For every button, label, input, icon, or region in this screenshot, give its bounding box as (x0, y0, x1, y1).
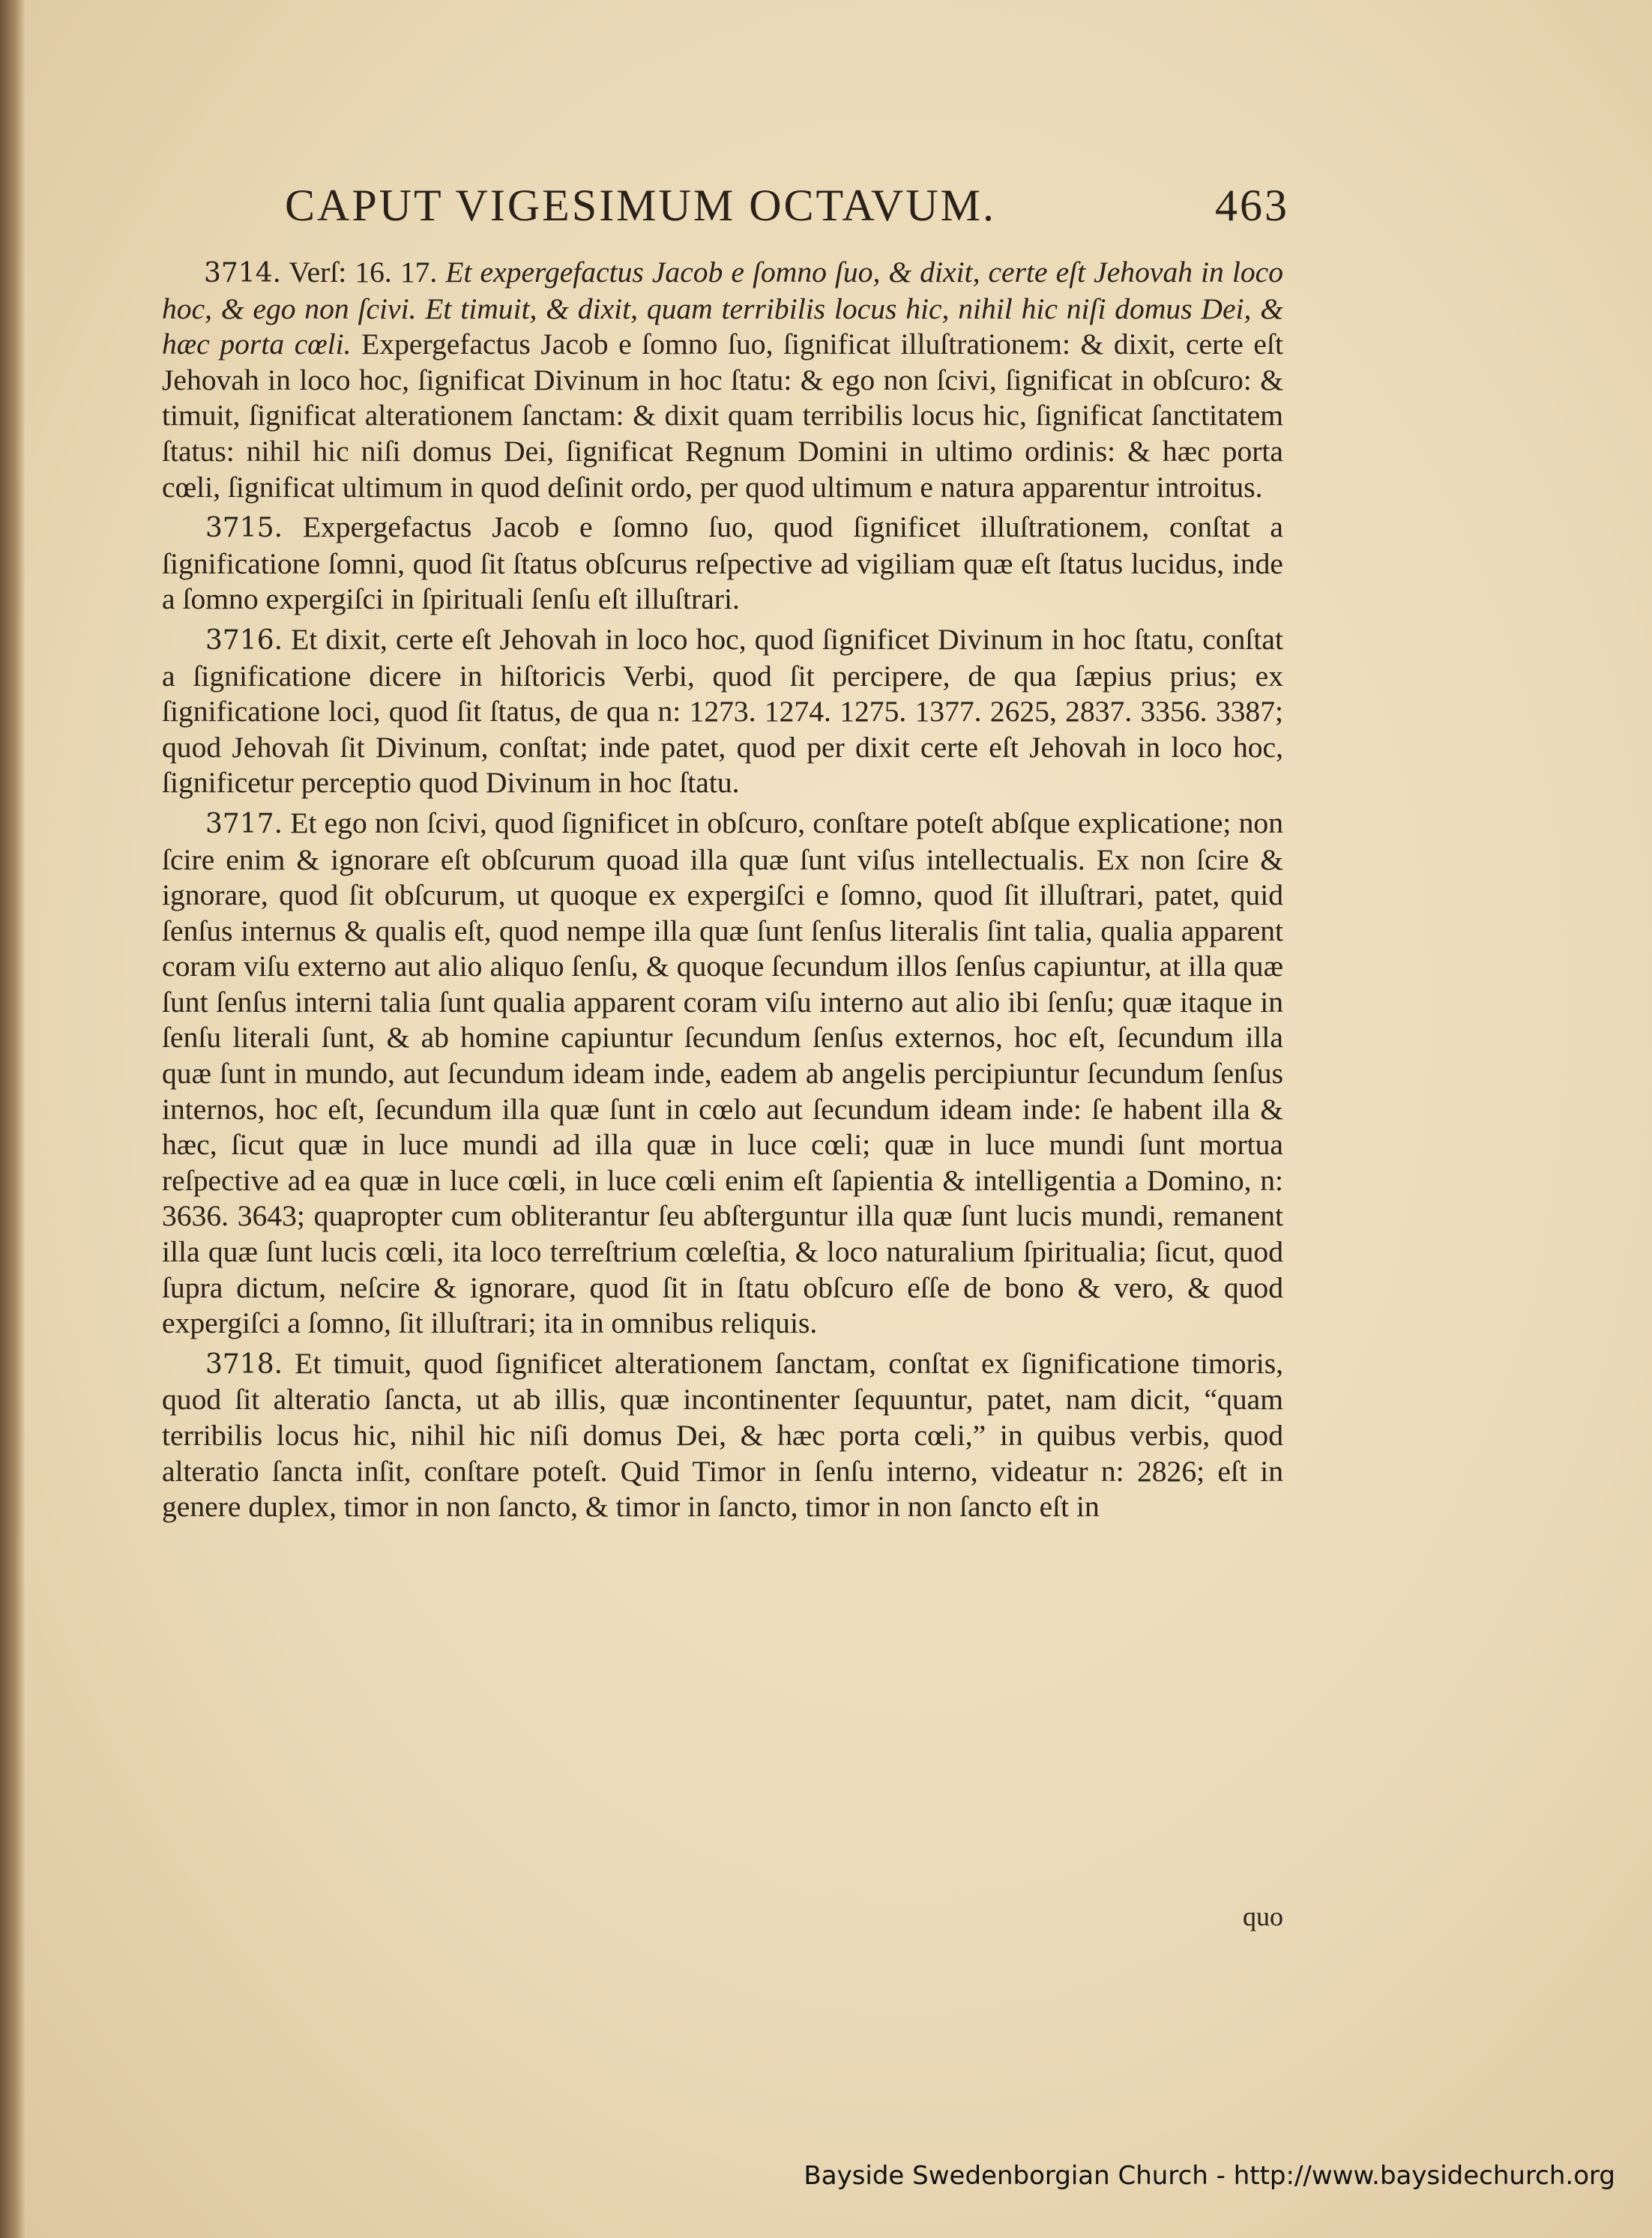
paragraph-text: Et ego non ſcivi, quod ſignificet in obſcuro, conſtare poteſt abſque explicatione; non ſcire enim & ignorare eſt obſcurum quoad illa quæ ſunt viſus intellectualis. Ex non ſcire & ignorare, quod ſit obſcurum, ut quoque ex expergiſci e ſomno, quod ſit illuſtrari, patet, quid ſenſus internus & qualis eſt, quod nempe illa quæ ſunt ſenſus literalis ſint talia, qualia apparent coram viſu externo aut alio aliquo ſenſu, & quoque ſecundum illos ſenſus capiuntur, at illa quæ ſunt ſenſus interni talia ſunt qualia apparent coram viſu interno aut alio ibi ſenſu; quæ itaque in ſenſu literali ſunt, & ab homine capiuntur ſecundum ſenſus externos, hoc eſt, ſecundum illa quæ ſunt in mundo, aut ſecundum ideam inde, eadem ab angelis percipiuntur ſecundum ſenſus internos, hoc eſt, ſecundum illa quæ ſunt in cœlo aut ſecundum ideam inde: ſe habent illa & hæc, ſicut quæ in luce mundi ad illa quæ in luce cœli; quæ in luce mundi ſunt mortua reſpective ad ea quæ in luce cœli, in luce cœli enim eſt ſapientia & intelligentia a Domino, n: 3636. 3643; quapropter cum obliterantur ſeu abſterguntur illa quæ ſunt lucis mundi, remanent illa quæ ſunt lucis cœli, ita loco terreſtrium cœleſtia, & loco naturalium ſpiritualia; ſicut, quod ſupra dictum, neſcire & ignorare, quod ſit in ſtatu obſcuro eſſe de bono & vero, & quod expergiſci a ſomno, ſit illuſtrari; ita in omnibus reliquis. (162, 806, 1283, 1340)
book-gutter (0, 0, 25, 2238)
chapter-title: CAPUT VIGESIMUM OCTAVUM. (285, 181, 997, 230)
body-text (162, 255, 1283, 2084)
paragraph-3714 (162, 255, 1283, 505)
paragraph-3715 (162, 510, 1283, 618)
page-number: 463 (1215, 181, 1289, 230)
paragraph-text: Expergefactus Jacob e ſomno ſuo, ſignificat illuſtrationem: & dixit, certe eſt Jehovah in loco hoc, ſignificat Divinum in hoc ſtatu: & ego non ſcivi, ſignificat in obſcuro: & timuit, ſignificat alterationem ſanctam: & dixit quam terribilis locus hic, ſignificat ſanctitatem ſtatus: nihil hic niſi domus Dei, ſignificat Regnum Domini in ultimo ordinis: & hæc porta cœli, ſignificat ultimum in quod deſinit ordo, per quod ultimum e natura apparentur introitus. (162, 328, 1283, 504)
paragraph-3716 (162, 622, 1283, 801)
paragraph-number: 3716. (205, 624, 283, 656)
paragraph-3717 (162, 806, 1283, 1342)
running-header (285, 174, 1289, 241)
paragraph-3718 (162, 1346, 1283, 1525)
paragraph-number: 3715. (205, 513, 283, 544)
paragraph-text: Expergefactus Jacob e ſomno ſuo, quod ſignificet illuſtrationem, conſtat a ſignificatione ſomni, quod ſit ſtatus obſcurus reſpective ad vigiliam quæ eſt ſtatus lucidus, inde a ſomno expergiſci in ſpirituali ſenſu eſt illuſtrari. (162, 510, 1283, 616)
paragraph-text: Et dixit, certe eſt Jehovah in loco hoc, quod ſignificet Divinum in hoc ſtatu, conſtat a ſignificatione dicere in hiſtoricis Verbi, quod ſit percipere, de qua ſæpius prius; ex ſignificatione loci, quod ſit ſtatus, de qua n: 1273. 1274. 1275. 1377. 2625, 2837. 3356. 3387; quod Jehovah ſit Divinum, conſtat; inde patet, quod per dixit certe eſt Jehovah in loco hoc, ſignificetur perceptio quod Divinum in hoc ſtatu. (162, 622, 1283, 800)
catchword: quo (1243, 1901, 1283, 1931)
scripture-quote: Et expergefactus Jacob e ſomno ſuo, & dixit, certe eſt Jehovah in loco hoc, & ego non ſcivi. Et timuit, & dixit, quam terribilis locus hic, nihil hic niſi domus Dei, & hæc porta cœli. (162, 256, 1283, 361)
paragraph-text: Et timuit, quod ſignificet alterationem ſanctam, conſtat ex ſignificatione timoris, quod ſit alteratio ſancta, ut ab illis, quæ incontinenter ſequuntur, patet, nam dicit, “quam terribilis locus hic, nihil hic niſi domus Dei, & hæc porta cœli,” in quibus verbis, quod alteratio ſancta inſit, conſtare poteſt. Quid Timor in ſenſu interno, videatur n: 2826; eſt in genere duplex, timor in non ſancto, & timor in ſancto, timor in non ſancto eſt in (162, 1346, 1284, 1524)
paragraph-number: 3714. (204, 258, 282, 289)
paragraph-number: 3718. (205, 1348, 283, 1380)
paragraph-number: 3717. (205, 808, 283, 839)
verse-reference: Verſ: 16. 17. (289, 256, 438, 289)
source-credit: Bayside Swedenborgian Church - http://www.baysidechurch.org (804, 2161, 1615, 2191)
